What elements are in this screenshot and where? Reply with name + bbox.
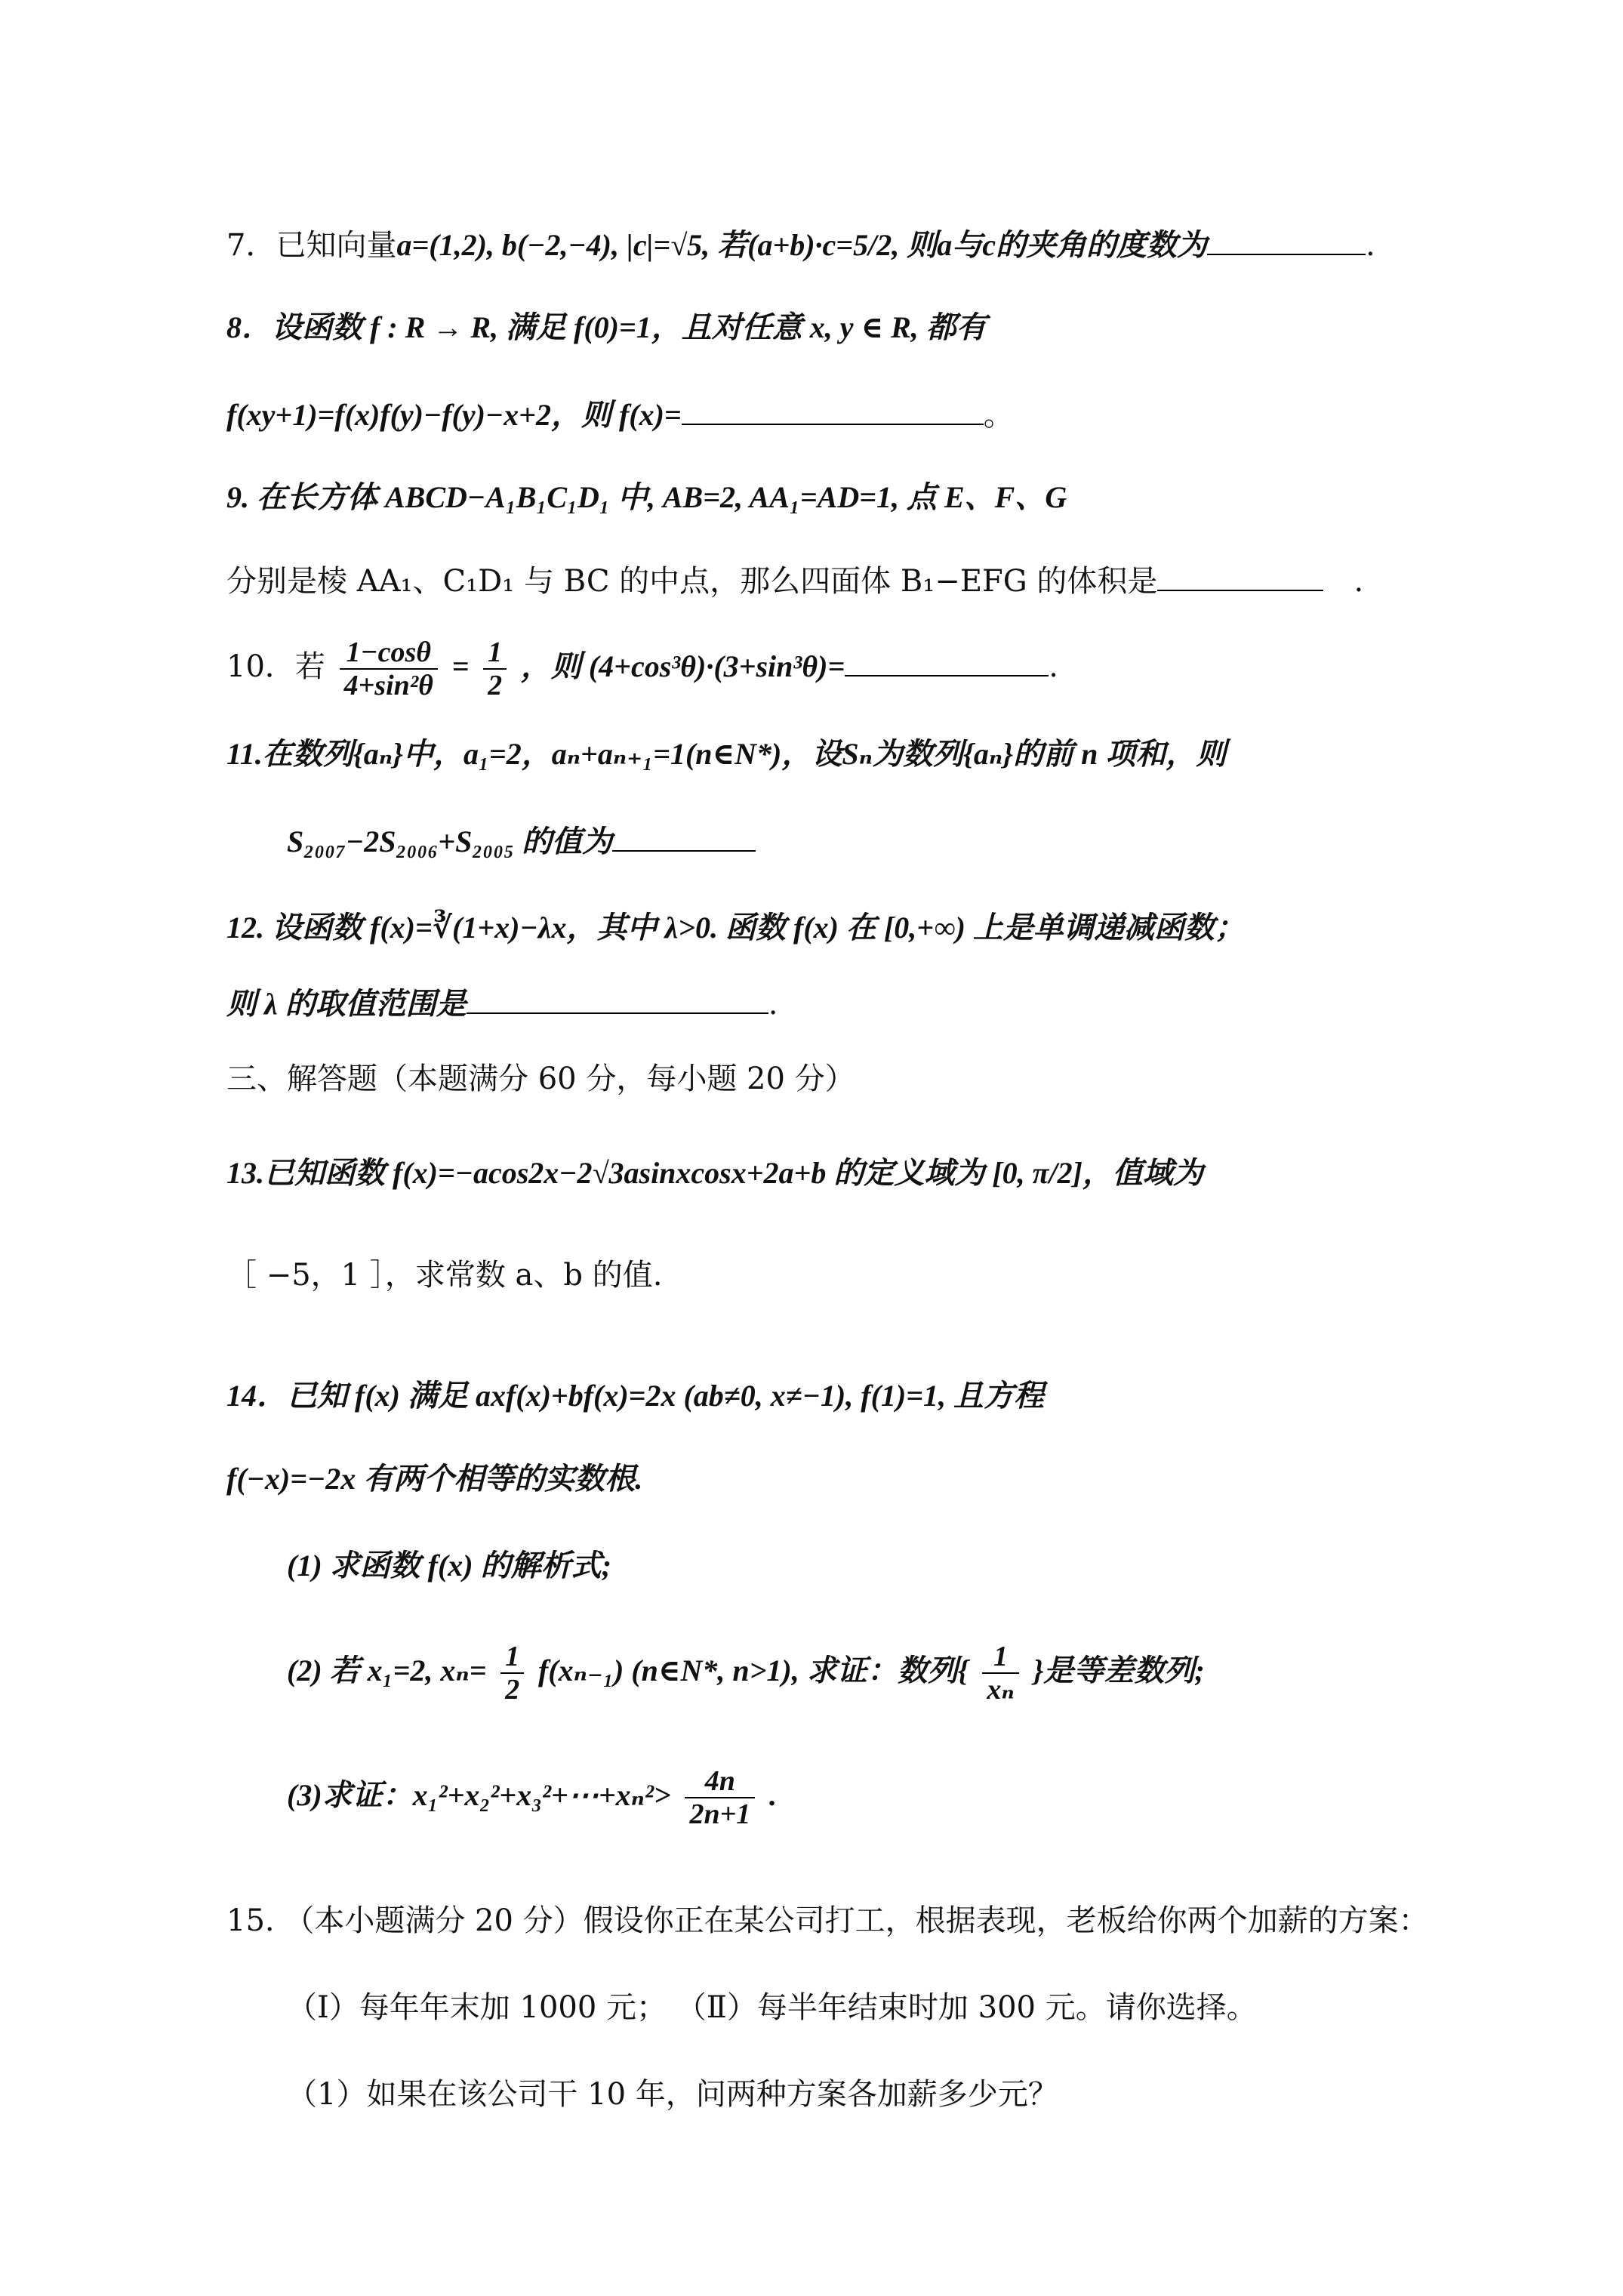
- question-15-line2: [287, 1989, 1257, 2026]
- question-14-part1: [287, 1548, 611, 1584]
- question-8-line2: [226, 396, 1014, 433]
- q14-part2-fraction-denominator: xₙ: [987, 1674, 1015, 1706]
- q10-denominator: 4+sin²θ: [343, 670, 433, 701]
- q15-line1: 15. （本小题满分 20 分）假设你正在某公司打工，根据表现，老板给你两个加薪的方案：: [226, 1903, 1429, 1938]
- question-13-line2: [226, 1257, 662, 1293]
- q10-fraction-right: [483, 638, 507, 700]
- q11-line2: S₂₀₀₇−2S₂₀₀₆+S₂₀₀₅ 的值为: [287, 824, 613, 858]
- question-9-line1: [226, 479, 1067, 516]
- q9-line2: 分别是棱 AA₁、C₁D₁ 与 BC 的中点，那么四面体 B₁−EFG 的体积是: [226, 564, 1158, 599]
- q8-line2-expression: f(xy+1)=f(x)f(y)−f(y)−x+2，则 f(x)=: [226, 398, 682, 432]
- q10-right-denominator: 2: [488, 670, 503, 701]
- q14-part2-mid: f(xₙ₋₁) (n∈N*, n>1), 求证：数列{: [537, 1653, 969, 1687]
- q9-answer-blank: [1157, 562, 1323, 591]
- q14-line1: 14．已知 f(x) 满足 axf(x)+bf(x)=2x (ab≠0, x≠−1), f(1)=1, 且方程: [226, 1379, 1045, 1413]
- q12-line2: 则 λ 的取值范围是: [226, 987, 467, 1021]
- q14-part2-suffix: }是等差数列;: [1033, 1653, 1205, 1687]
- q14-part3-numerator: 4n: [704, 1765, 735, 1797]
- q10-prefix: 10．若: [226, 649, 325, 684]
- q14-part2-fraction: [982, 1642, 1018, 1704]
- q7-answer-blank: [1207, 227, 1366, 255]
- q14-part2-half: [500, 1642, 524, 1704]
- q10-fraction-left: [340, 638, 438, 700]
- q10-suffix: .: [1049, 649, 1058, 684]
- question-8-line1: [226, 310, 987, 346]
- q14-part2-half-denominator: 2: [505, 1674, 520, 1706]
- q10-rest: ，则 (4+cos³θ)·(3+sin³θ)=: [520, 649, 845, 683]
- q11-answer-blank: [612, 823, 756, 852]
- question-12-line2: [226, 985, 778, 1022]
- question-10: [226, 638, 1058, 700]
- q10-equals: =: [451, 649, 470, 683]
- question-13-line1: [226, 1155, 1203, 1191]
- section-3-title: [226, 1061, 855, 1097]
- q14-part2-half-numerator: 1: [505, 1641, 520, 1672]
- q10-answer-blank: [845, 648, 1049, 676]
- q12-suffix: .: [768, 987, 778, 1022]
- question-12-line1: [226, 910, 1245, 946]
- q15-line2: （Ⅰ）每年年末加 1000 元； （Ⅱ）每半年结束时加 300 元。请你选择。: [287, 1990, 1257, 2025]
- q14-part3-fraction: [685, 1767, 755, 1829]
- q10-right-numerator: 1: [488, 636, 503, 668]
- q13-line1: 13.已知函数 f(x)=−acos2x−2√3asinxcosx+2a+b 的定义域为 [0, π/2]，值域为: [226, 1156, 1203, 1190]
- q7-suffix: .: [1365, 228, 1375, 263]
- q12-answer-blank: [467, 985, 768, 1014]
- q14-part3-prefix: (3)求证：x₁²+x₂²+x₃²+⋯+xₙ²>: [287, 1778, 671, 1812]
- q8-line1: 8．设函数 f : R → R, 满足 f(0)=1，且对任意 x, y ∈ R, 都有: [226, 310, 987, 344]
- q14-part2-fraction-numerator: 1: [993, 1641, 1009, 1672]
- q15-line3: （1）如果在该公司干 10 年，问两种方案各加薪多少元？: [287, 2077, 1058, 2112]
- q10-numerator: 1−cosθ: [346, 636, 431, 668]
- q9-suffix: .: [1354, 564, 1364, 599]
- question-11-line2: [287, 823, 756, 860]
- q8-answer-blank: [682, 396, 984, 425]
- q14-part3-suffix: .: [768, 1778, 777, 1812]
- question-14-part3: [287, 1767, 777, 1829]
- q9-line1: 9. 在长方体 ABCD−A₁B₁C₁D₁ 中, AB=2, AA₁=AD=1, 点 E、F、G: [226, 480, 1067, 514]
- q7-expression: a=(1,2), b(−2,−4), |c|=√5, 若(a+b)·c=5/2, 则a与c的夹角的度数为: [396, 228, 1207, 262]
- q7-prefix: 7．已知向量: [226, 228, 397, 263]
- q14-line2: f(−x)=−2x 有两个相等的实数根.: [226, 1462, 643, 1496]
- q14-part2-prefix: (2) 若 x₁=2, xₙ=: [287, 1653, 487, 1687]
- question-14-line1: [226, 1378, 1044, 1414]
- q12-line1: 12. 设函数 f(x)=∛(1+x)−λx，其中 λ>0. 函数 f(x) 在 [0,+∞) 上是单调递减函数；: [226, 911, 1245, 945]
- q14-part3-denominator: 2n+1: [689, 1798, 751, 1830]
- q14-part1: (1) 求函数 f(x) 的解析式;: [287, 1549, 611, 1583]
- question-14-line2: [226, 1461, 642, 1497]
- question-9-line2: [226, 562, 1363, 599]
- section-3-title-text: 三、解答题（本题满分 60 分，每小题 20 分）: [226, 1062, 855, 1096]
- q13-line2: ［ −5，1 ］，求常数 a、b 的值.: [226, 1258, 663, 1293]
- question-11-line1: [226, 736, 1226, 772]
- question-15-line1: [226, 1903, 1429, 1939]
- question-15-line3: [287, 2076, 1058, 2113]
- question-14-part2: [287, 1642, 1205, 1704]
- q8-line2-suffix: 。: [983, 398, 1014, 433]
- question-7: [226, 227, 1375, 264]
- q11-line1: 11.在数列{aₙ}中，a₁=2，aₙ+aₙ₊₁=1(n∈N*)，设Sₙ为数列{aₙ}的前 n 项和，则: [226, 737, 1227, 771]
